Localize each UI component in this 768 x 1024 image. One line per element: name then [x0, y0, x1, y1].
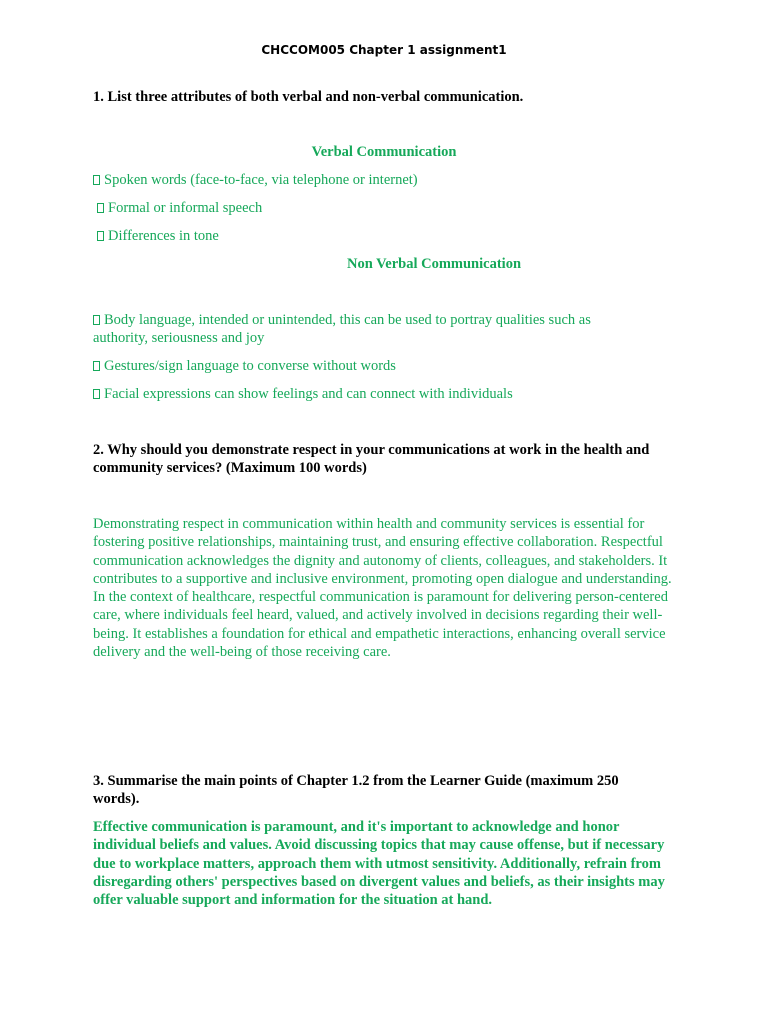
verbal-item-2 — [97, 199, 677, 217]
verbal-item-2-text: Formal or informal speech — [108, 200, 263, 216]
nonverbal-item-1-text: Body language, intended or unintended, this can be used to portray qualities such as authority, seriousness and joy — [93, 312, 591, 347]
nonverbal-item-1 — [93, 311, 638, 348]
verbal-item-1 — [93, 171, 673, 189]
question-2-prompt: 2. Why should you demonstrate respect in your communications at work in the health and community services? (Maximum 100 words) — [93, 442, 650, 477]
verbal-item-3 — [97, 227, 677, 245]
nonverbal-item-3 — [93, 385, 673, 403]
missing-glyph-box-icon — [97, 231, 104, 241]
nonverbal-item-2-text: Gestures/sign language to converse without words — [104, 358, 396, 374]
question-3-answer: Effective communication is paramount, and it's important to acknowledge and honor individual beliefs and values. Avoid discussing topics that may cause offense, but if necessary due to workplace matters, approach them with utmost sensitivity. Additionally, refrain from disregarding others' perspectives based on divergent values and beliefs, as their insights may offer valuable support and information for the situation at hand. — [93, 819, 665, 909]
missing-glyph-box-icon — [93, 389, 100, 399]
missing-glyph-box-icon — [93, 175, 100, 185]
missing-glyph-box-icon — [93, 361, 100, 371]
non-verbal-communication-heading: Non Verbal Communication — [346, 256, 522, 272]
nonverbal-item-3-text: Facial expressions can show feelings and can connect with individuals — [104, 386, 513, 402]
question-3-prompt: 3. Summarise the main points of Chapter 1.2 from the Learner Guide (maximum 250 words). — [93, 773, 619, 808]
missing-glyph-box-icon — [97, 203, 104, 213]
question-1-prompt: 1. List three attributes of both verbal and non-verbal communication. — [93, 89, 524, 105]
document-title: CHCCOM005 Chapter 1 assignment1 — [261, 43, 507, 57]
missing-glyph-box-icon — [93, 315, 100, 325]
verbal-communication-heading: Verbal Communication — [311, 144, 457, 160]
nonverbal-item-2 — [93, 357, 673, 375]
verbal-item-1-text: Spoken words (face-to-face, via telephone or internet) — [104, 172, 418, 188]
question-2-answer: Demonstrating respect in communication within health and community services is essential for fostering positive relationships, maintaining trust, and ensuring effective collaboration. Respectful communication acknowledges the dignity and autonomy of clients, colleagues, and stakeholders. It contributes to a supportive and inclusive environment, promoting open dialogue and understanding. In the context of healthcare, respectful communication is paramount for delivering person-centered care, where individuals feel heard, valued, and actively involved in decisions regarding their well-being. It establishes a foundation for ethical and empathetic interactions, enhancing overall service delivery and the well-being of those receiving care. — [93, 516, 672, 661]
verbal-item-3-text: Differences in tone — [108, 228, 219, 244]
